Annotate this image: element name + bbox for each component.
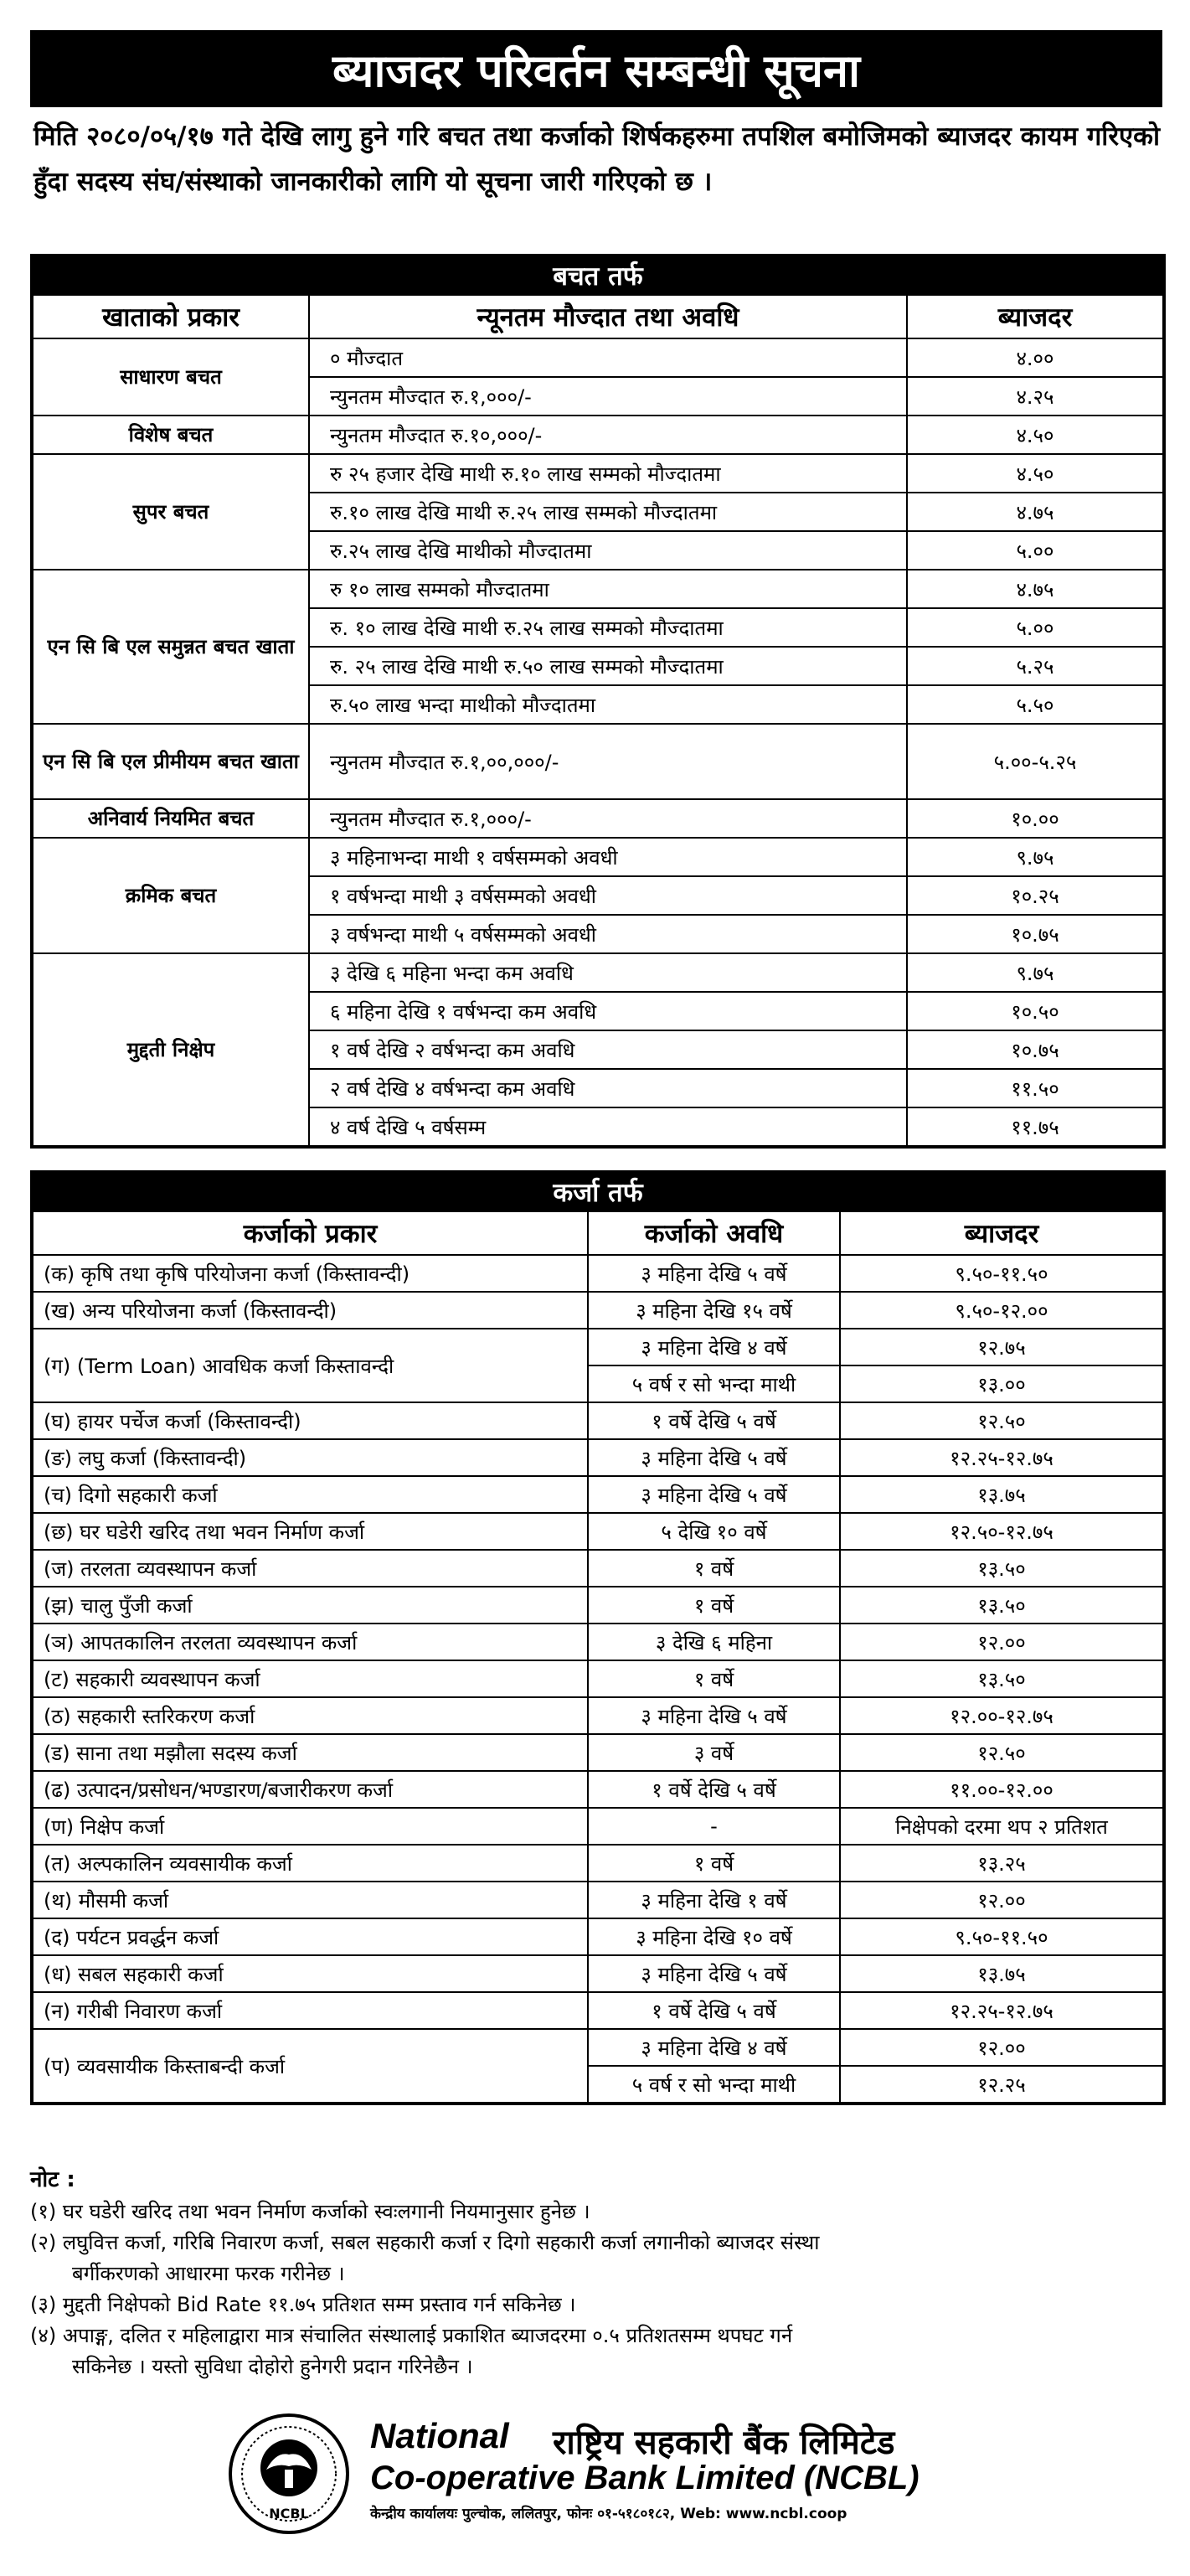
loan-term: ३ महिना देखि १५ वर्षे	[588, 1292, 840, 1329]
savings-condition: ३ वर्षभन्दा माथी ५ वर्षसम्मको अवधी	[309, 915, 907, 953]
savings-row	[32, 416, 1164, 454]
loan-rate: ११.००-१२.००	[840, 1771, 1164, 1808]
loan-type: (ङ) लघु कर्जा (किस्तावन्दी)	[32, 1439, 588, 1476]
loan-type: (ण) निक्षेप कर्जा	[32, 1808, 588, 1845]
loan-row	[32, 1255, 1164, 1292]
note-item: (३) मुद्दती निक्षेपको Bid Rate ११.७५ प्रतिशत सम्म प्रस्ताव गर्न सकिनेछ ।	[30, 2293, 576, 2316]
notes-title: नोट :	[30, 2167, 75, 2192]
savings-rate: ४.५०	[907, 416, 1164, 454]
notice-title: ब्याजदर परिवर्तन सम्बन्धी सूचना	[30, 30, 1162, 107]
loan-rate: १३.५०	[840, 1587, 1164, 1624]
savings-section-title: बचत तर्फ	[32, 256, 1164, 295]
bank-footer	[226, 2406, 980, 2532]
loan-type: (ञ) आपतकालिन तरलता व्यवस्थापन कर्जा	[32, 1624, 588, 1660]
loan-rate: १२.००	[840, 2029, 1164, 2066]
loan-rate: १२.७५	[840, 1329, 1164, 1365]
loan-type: (त) अल्पकालिन व्यवसायीक कर्जा	[32, 1845, 588, 1882]
savings-condition: न्युनतम मौज्दात रु.१,०००/-	[309, 799, 907, 838]
note-item: (१) घर घडेरी खरिद तथा भवन निर्माण कर्जाको स्वःलगानी नियमानुसार हुनेछ ।	[30, 2200, 590, 2223]
loan-term: १ वर्षे	[588, 1845, 840, 1882]
loan-type: (ज) तरलता व्यवस्थापन कर्जा	[32, 1550, 588, 1587]
loan-row	[32, 1329, 1164, 1365]
loan-term: ३ वर्षे	[588, 1734, 840, 1771]
loan-rate: ९.५०-११.५०	[840, 1918, 1164, 1955]
loan-term: ३ महिना देखि ५ वर्षे	[588, 1697, 840, 1734]
loan-term: ३ महिना देखि १० वर्षे	[588, 1918, 840, 1955]
savings-condition: ६ महिना देखि १ वर्षभन्दा कम अवधि	[309, 992, 907, 1030]
loan-term: १ वर्षे	[588, 1660, 840, 1697]
loan-rate: १३.००	[840, 1365, 1164, 1402]
savings-condition: ३ देखि ६ महिना भन्दा कम अवधि	[309, 953, 907, 992]
loan-term: ३ महिना देखि ४ वर्षे	[588, 1329, 840, 1365]
savings-rate: १०.००	[907, 799, 1164, 838]
savings-rate: ५.००	[907, 531, 1164, 570]
loan-type: (ठ) सहकारी स्तरिकरण कर्जा	[32, 1697, 588, 1734]
savings-rate: ९.७५	[907, 953, 1164, 992]
loan-row	[32, 2029, 1164, 2066]
loan-row	[32, 1697, 1164, 1734]
col-header-min-balance: न्यूनतम मौज्दात तथा अवधि	[309, 295, 907, 338]
loan-row	[32, 1550, 1164, 1587]
savings-condition: ४ वर्ष देखि ५ वर्षसम्म	[309, 1107, 907, 1147]
loan-term: १ वर्षे देखि ५ वर्षे	[588, 1992, 840, 2029]
savings-rate: १०.७५	[907, 915, 1164, 953]
loan-type: (च) दिगो सहकारी कर्जा	[32, 1476, 588, 1513]
loan-rate: १२.५०	[840, 1402, 1164, 1439]
savings-account-type: अनिवार्य नियमित बचत	[32, 799, 309, 838]
savings-condition: ३ महिनाभन्दा माथी १ वर्षसम्मको अवधी	[309, 838, 907, 876]
savings-row	[32, 570, 1164, 608]
col-header-savings-rate: ब्याजदर	[907, 295, 1164, 338]
savings-row	[32, 953, 1164, 992]
savings-account-type: एन सि बि एल समुन्नत बचत खाता	[32, 570, 309, 724]
notes	[30, 2163, 1161, 2382]
savings-condition: रु १० लाख सम्मको मौज्दातमा	[309, 570, 907, 608]
loan-row	[32, 1845, 1164, 1882]
savings-row	[32, 338, 1164, 377]
savings-rate: ४.७५	[907, 570, 1164, 608]
loan-rate: १२.००	[840, 1624, 1164, 1660]
loan-row	[32, 1660, 1164, 1697]
loan-term: ३ महिना देखि ५ वर्षे	[588, 1439, 840, 1476]
loan-row	[32, 1808, 1164, 1845]
savings-rate: ११.५०	[907, 1069, 1164, 1107]
bank-name-np: राष्ट्रिय सहकारी बैंक लिमिटेड	[553, 2424, 895, 2462]
savings-account-type: विशेष बचत	[32, 416, 309, 454]
col-header-loan-rate: ब्याजदर	[840, 1211, 1164, 1255]
loan-type: (ग) (Term Loan) आवधिक कर्जा किस्तावन्दी	[32, 1329, 588, 1402]
loan-row	[32, 1918, 1164, 1955]
note-item: (२) लघुवित्त कर्जा, गरिबि निवारण कर्जा, सबल सहकारी कर्जा र दिगो सहकारी कर्जा लगानीको ब्याजदर संस्था	[30, 2231, 820, 2254]
savings-rate: ४.७५	[907, 493, 1164, 531]
loan-rate: १३.५०	[840, 1660, 1164, 1697]
loan-type: (प) व्यवसायीक किस्ताबन्दी कर्जा	[32, 2029, 588, 2104]
savings-row	[32, 724, 1164, 799]
savings-condition: रु.२५ लाख देखि माथीको मौज्दातमा	[309, 531, 907, 570]
loan-type: (ट) सहकारी व्यवस्थापन कर्जा	[32, 1660, 588, 1697]
savings-condition: ० मौज्दात	[309, 338, 907, 377]
savings-condition: रु. १० लाख देखि माथी रु.२५ लाख सम्मको मौज्दातमा	[309, 608, 907, 647]
loan-row	[32, 1882, 1164, 1918]
loan-term: ३ महिना देखि ५ वर्षे	[588, 1476, 840, 1513]
loan-rate: १२.२५-१२.७५	[840, 1439, 1164, 1476]
savings-account-type: सुपर बचत	[32, 454, 309, 570]
loan-row	[32, 1992, 1164, 2029]
savings-rate: ४.५०	[907, 454, 1164, 493]
loans-section-title: कर्जा तर्फ	[32, 1172, 1164, 1211]
savings-account-type: साधारण बचत	[32, 338, 309, 416]
note-item-continued: सकिनेछ । यस्तो सुविधा दोहोरो हुनेगरी प्रदान गरिनेछैन ।	[72, 2355, 473, 2378]
savings-rate: ४.२५	[907, 377, 1164, 416]
savings-account-type: मुद्दती निक्षेप	[32, 953, 309, 1147]
savings-condition: रु. २५ लाख देखि माथी रु.५० लाख सम्मको मौज्दातमा	[309, 647, 907, 685]
col-header-loan-type: कर्जाको प्रकार	[32, 1211, 588, 1255]
loan-rate: १२.००-१२.७५	[840, 1697, 1164, 1734]
loan-term: १ वर्षे देखि ५ वर्षे	[588, 1771, 840, 1808]
savings-rate: ५.००-५.२५	[907, 724, 1164, 799]
loan-row	[32, 1771, 1164, 1808]
loan-term: १ वर्षे	[588, 1587, 840, 1624]
loan-rate: १३.२५	[840, 1845, 1164, 1882]
loan-rate: १२.२५-१२.७५	[840, 1992, 1164, 2029]
loan-row	[32, 1587, 1164, 1624]
col-header-account-type: खाताको प्रकार	[32, 295, 309, 338]
loan-rate: १२.५०-१२.७५	[840, 1513, 1164, 1550]
loan-row	[32, 1734, 1164, 1771]
loan-type: (थ) मौसमी कर्जा	[32, 1882, 588, 1918]
savings-rate: १०.७५	[907, 1030, 1164, 1069]
savings-account-type: क्रमिक बचत	[32, 838, 309, 953]
loan-row	[32, 1439, 1164, 1476]
savings-rate: ९.७५	[907, 838, 1164, 876]
loans-table	[30, 1170, 1166, 2105]
loan-rate: ९.५०-११.५०	[840, 1255, 1164, 1292]
loan-term: १ वर्षे	[588, 1550, 840, 1587]
loan-type: (न) गरीबी निवारण कर्जा	[32, 1992, 588, 2029]
savings-condition: न्युनतम मौज्दात रु.१०,०००/-	[309, 416, 907, 454]
bank-address: केन्द्रीय कार्यालयः पुल्चोक, ललितपुर, फोनः ०१-५१८०१८२, Web: www.ncbl.coop	[370, 2506, 847, 2522]
savings-rate: १०.२५	[907, 876, 1164, 915]
loan-row	[32, 1292, 1164, 1329]
savings-rate: ११.७५	[907, 1107, 1164, 1147]
note-item-continued: बर्गीकरणको आधारमा फरक गरीनेछ ।	[72, 2262, 345, 2285]
savings-row	[32, 799, 1164, 838]
loan-rate: १३.५०	[840, 1550, 1164, 1587]
loan-term: ३ महिना देखि ५ वर्षे	[588, 1255, 840, 1292]
savings-row	[32, 454, 1164, 493]
bank-logo	[226, 2411, 352, 2537]
savings-condition: न्युनतम मौज्दात रु.१,०००/-	[309, 377, 907, 416]
loan-row	[32, 1402, 1164, 1439]
loan-rate: निक्षेपको दरमा थप २ प्रतिशत	[840, 1808, 1164, 1845]
savings-table	[30, 254, 1166, 1149]
note-item: (४) अपाङ्ग, दलित र महिलाद्वारा मात्र संचालित संस्थालाई प्रकाशित ब्याजदरमा ०.५ प्रतिशतसम्म थपघट गर्न	[30, 2324, 793, 2347]
savings-rate: ४.००	[907, 338, 1164, 377]
savings-condition: रु २५ हजार देखि माथी रु.१० लाख सम्मको मौज्दातमा	[309, 454, 907, 493]
savings-rate: १०.५०	[907, 992, 1164, 1030]
loan-type: (द) पर्यटन प्रवर्द्धन कर्जा	[32, 1918, 588, 1955]
savings-condition: रु.१० लाख देखि माथी रु.२५ लाख सम्मको मौज्दातमा	[309, 493, 907, 531]
loan-type: (झ) चालु पुँजी कर्जा	[32, 1587, 588, 1624]
loan-type: (ध) सबल सहकारी कर्जा	[32, 1955, 588, 1992]
loan-row	[32, 1513, 1164, 1550]
loan-term: १ वर्षे देखि ५ वर्षे	[588, 1402, 840, 1439]
loan-type: (घ) हायर पर्चेज कर्जा (किस्तावन्दी)	[32, 1402, 588, 1439]
loan-rate: १२.५०	[840, 1734, 1164, 1771]
loan-rate: १३.७५	[840, 1955, 1164, 1992]
bank-name-en-line1: National	[370, 2416, 509, 2455]
logo-text: NCBL	[269, 2506, 309, 2522]
savings-rate: ५.२५	[907, 647, 1164, 685]
loan-type: (क) कृषि तथा कृषि परियोजना कर्जा (किस्तावन्दी)	[32, 1255, 588, 1292]
loan-term: ३ देखि ६ महिना	[588, 1624, 840, 1660]
loan-term: ३ महिना देखि ४ वर्षे	[588, 2029, 840, 2066]
loan-row	[32, 1476, 1164, 1513]
col-header-loan-term: कर्जाको अवधि	[588, 1211, 840, 1255]
loan-type: (ढ) उत्पादन/प्रसोधन/भण्डारण/बजारीकरण कर्जा	[32, 1771, 588, 1808]
loan-row	[32, 1955, 1164, 1992]
savings-condition: १ वर्ष देखि २ वर्षभन्दा कम अवधि	[309, 1030, 907, 1069]
loan-term: ५ देखि १० वर्षे	[588, 1513, 840, 1550]
savings-rate: ५.५०	[907, 685, 1164, 724]
loan-rate: १२.२५	[840, 2066, 1164, 2104]
savings-rate: ५.००	[907, 608, 1164, 647]
savings-condition: न्युनतम मौज्दात रु.१,००,०००/-	[309, 724, 907, 799]
savings-account-type: एन सि बि एल प्रीमीयम बचत खाता	[32, 724, 309, 799]
loan-rate: १२.००	[840, 1882, 1164, 1918]
loan-term: -	[588, 1808, 840, 1845]
savings-condition: २ वर्ष देखि ४ वर्षभन्दा कम अवधि	[309, 1069, 907, 1107]
loan-term: ५ वर्ष र सो भन्दा माथी	[588, 2066, 840, 2104]
loan-term: ३ महिना देखि ५ वर्षे	[588, 1955, 840, 1992]
bank-name-en-line2: Co-operative Bank Limited (NCBL)	[370, 2460, 920, 2496]
savings-condition: १ वर्षभन्दा माथी ३ वर्षसम्मको अवधी	[309, 876, 907, 915]
loan-row	[32, 1624, 1164, 1660]
loan-type: (छ) घर घडेरी खरिद तथा भवन निर्माण कर्जा	[32, 1513, 588, 1550]
savings-row	[32, 838, 1164, 876]
loan-type: (ड) साना तथा मझौला सदस्य कर्जा	[32, 1734, 588, 1771]
loan-type: (ख) अन्य परियोजना कर्जा (किस्तावन्दी)	[32, 1292, 588, 1329]
loan-rate: १३.७५	[840, 1476, 1164, 1513]
savings-condition: रु.५० लाख भन्दा माथीको मौज्दातमा	[309, 685, 907, 724]
loan-term: ३ महिना देखि १ वर्षे	[588, 1882, 840, 1918]
loan-rate: ९.५०-१२.००	[840, 1292, 1164, 1329]
intro-paragraph: मिति २०८०/०५/१७ गते देखि लागु हुने गरि बचत तथा कर्जाको शिर्षकहरुमा तपशिल बमोजिमको ब्याजदर कायम गरिएको हुँदा सदस्य संघ/संस्थाको जानकारीको लागि यो सूचना जारी गरिएको छ ।	[33, 121, 1160, 197]
loan-term: ५ वर्ष र सो भन्दा माथी	[588, 1365, 840, 1402]
